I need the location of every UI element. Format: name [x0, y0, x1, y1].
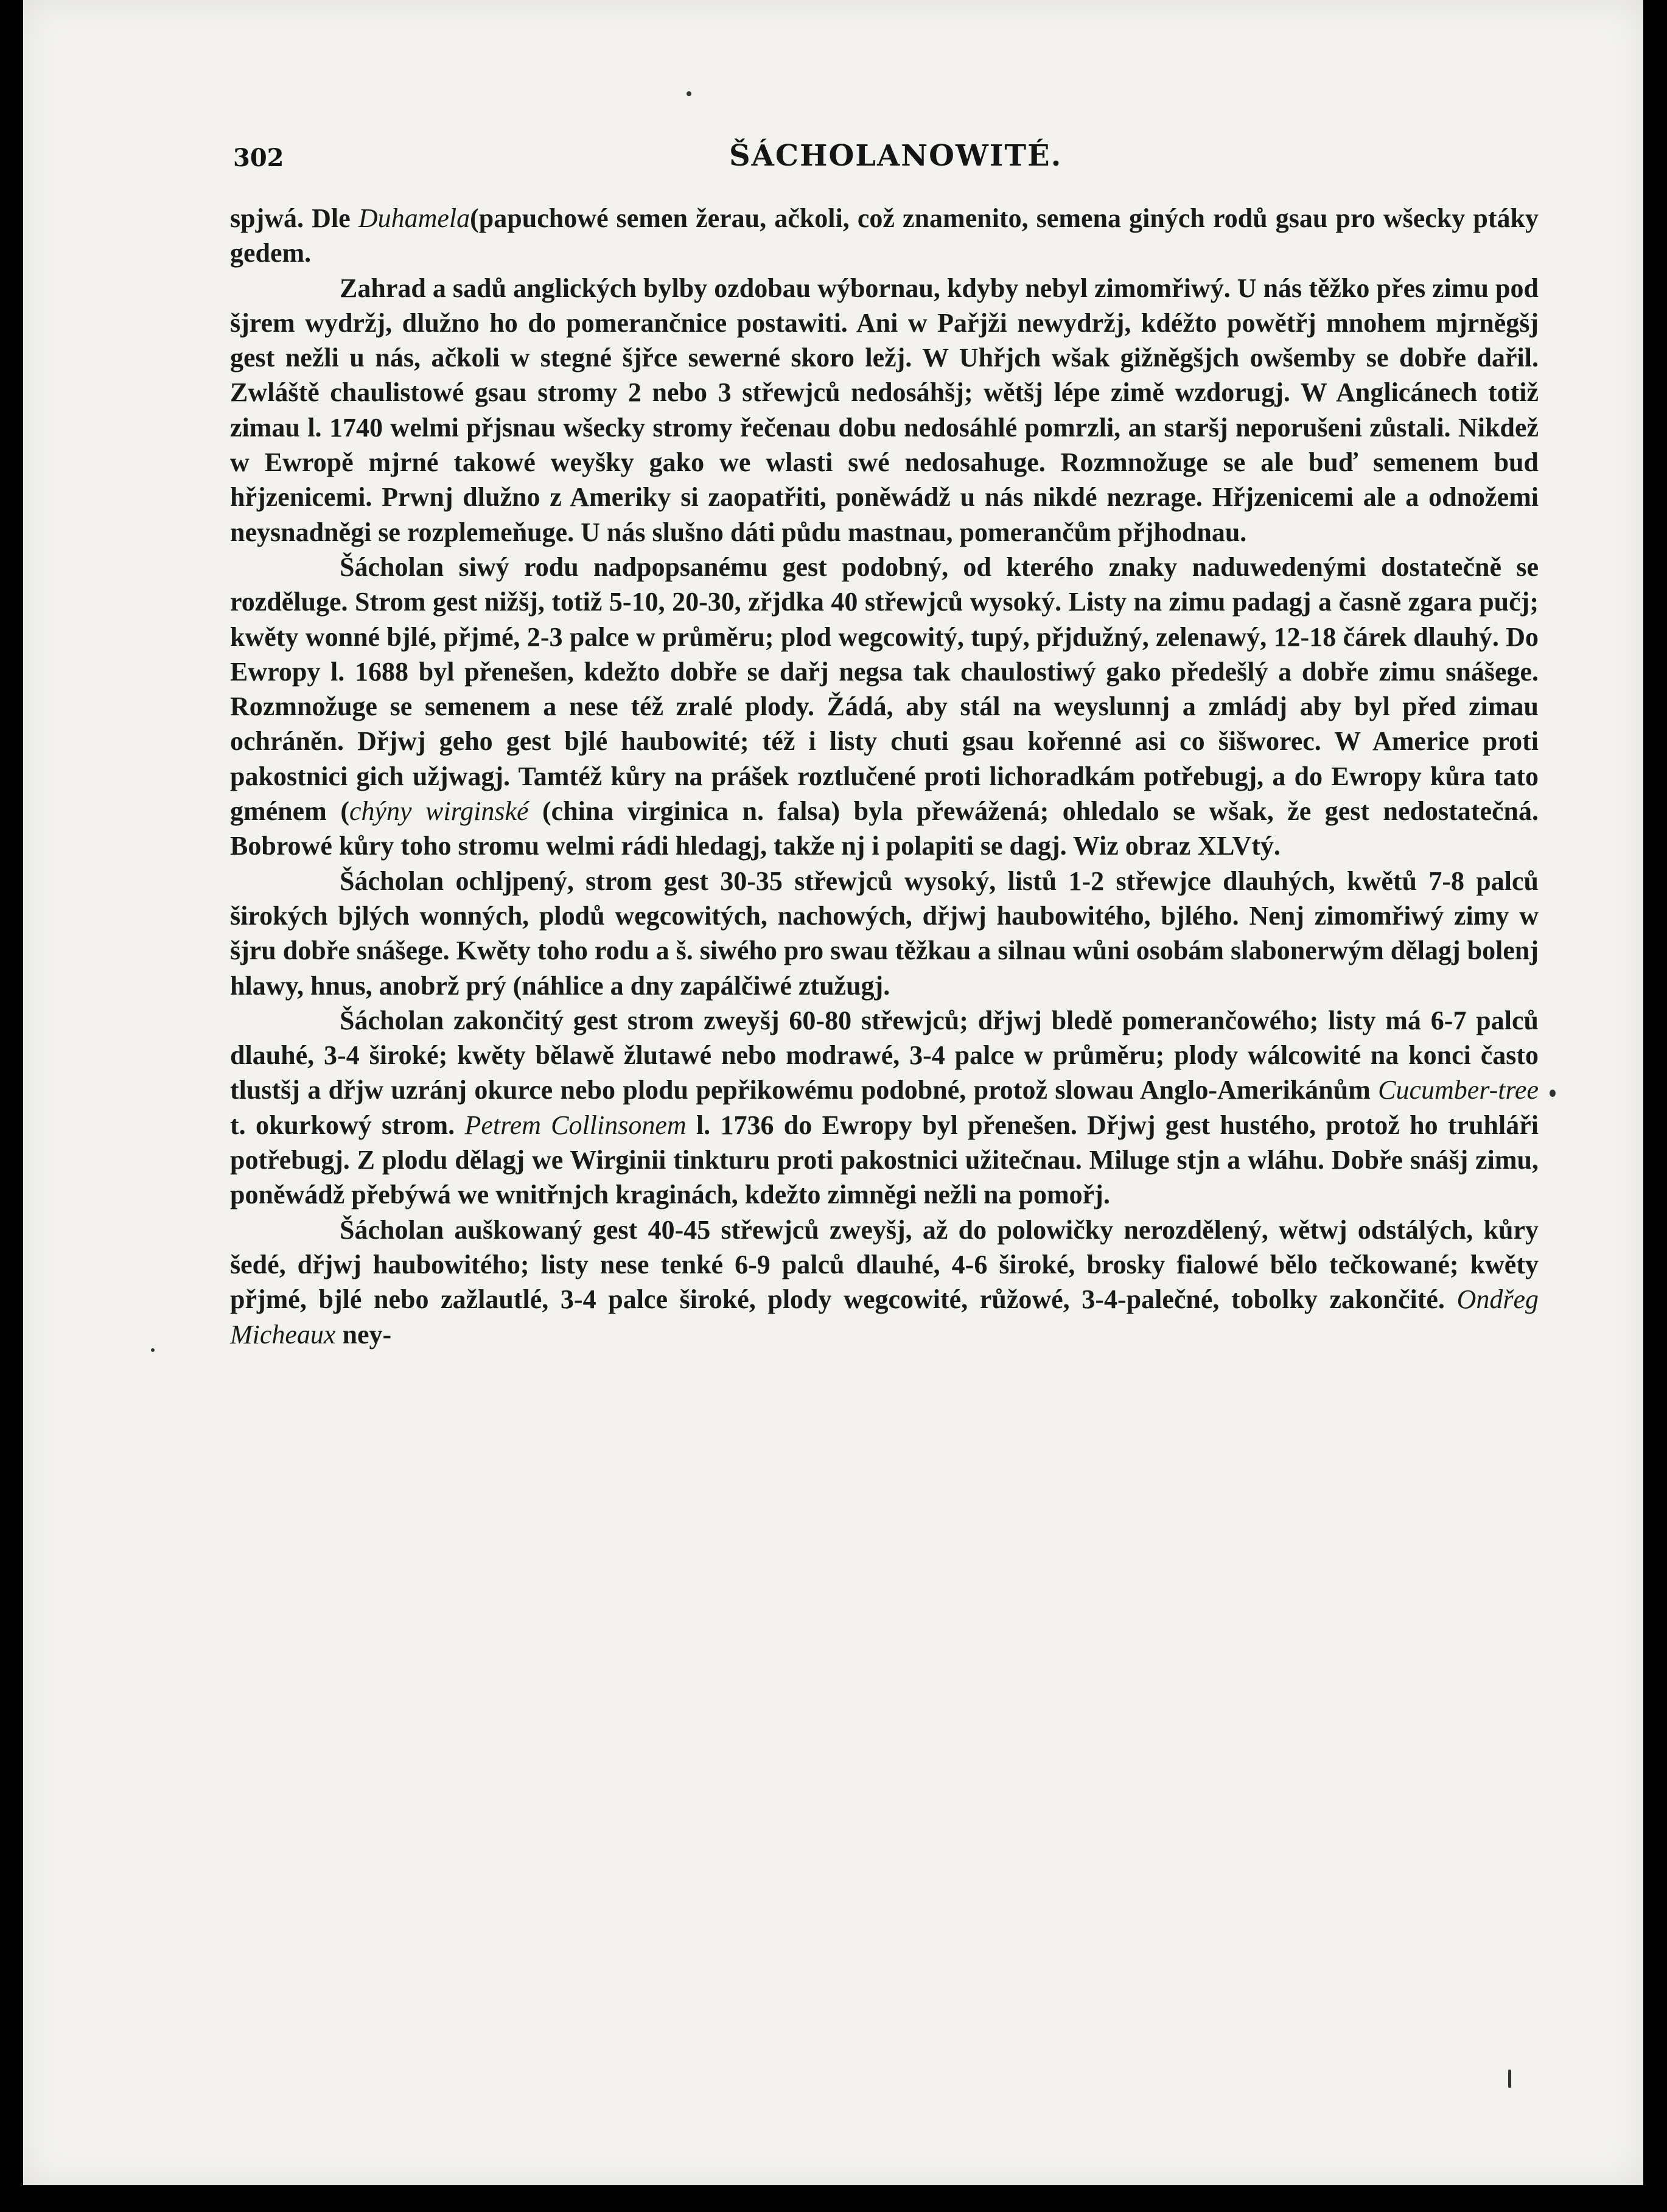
page-header [233, 139, 1522, 181]
body-text [230, 201, 1539, 1352]
paragraph: Šácholan auškowaný gest 40-45 střewjců zweyšj, až do polowičky nerozdělený, wětwj odstálých, kůry šedé, dřjwj haubowitého; listy nese tenké 6-9 palců dlauhé, 4-6 široké, brosky fialowé bělo tečkowané; kwěty přjmé, bjlé nebo zažlautlé, 3-4 palce široké, plody wegcowité, růžowé, 3-4-palečné, tobolky zakončité. Ondřeg Micheaux ney- [230, 1214, 1539, 1349]
page-number: 302 [233, 144, 284, 172]
paragraph: Zahrad a sadů anglických bylby ozdobau wýbornau, kdyby nebyl zimomřiwý. U nás těžko přes zimu pod šjrem wydržj, dlužno ho do pomerančnice postawiti. Ani w Pařjži newydržj, kdéžto powětřj mnohem mjrněgšj gest nežli u nás, ačkoli w stegné šjřce sewerné skoro ležj. W Uhřjch wšak gižněgšjch owšemby se dobře dařil. Zwláště chaulistowé gsau stromy 2 nebo 3 střewjců nedosáhšj; wětšj lépe zimě wzdorugj. W Anglicánech totiž zimau l. 1740 welmi přjsnau wšecky stromy řečenau dobu nedosáhlé pomrzli, an staršj neporušeni zůstali. Nikdež w Ewropě mjrné takowé weyšky gako we wlasti swé nedosahuge. Rozmnožuge se ale buď semenem bud hřjzenicemi. Prwnj dlužno z Ameriky si zaopatřiti, poněwádž u nás nikdé nezrage. Hřjzenicemi ale a odnožemi neysnadněgi se rozplemeňuge. U nás slušno dáti půdu mastnau, pomerančům přjhodnau. [230, 273, 1539, 547]
paper-speck [1550, 1090, 1556, 1097]
paper-speck [151, 1348, 155, 1352]
italic-name: Petrem Collinsonem [464, 1110, 687, 1140]
paragraph: spjwá. Dle Duhamela(papuchowé semen žerau, ačkoli, což znamenito, semena giných rodů gsau pro wšecky ptáky gedem. [230, 203, 1539, 268]
paragraph: Šácholan siwý rodu nadpopsanému gest podobný, od kterého znaky naduwedenými dostatečně se rozděluge. Strom gest nižšj, totiž 5-10, 20-30, zřjdka 40 střewjců wysoký. Listy na zimu padagj a časně zgara pučj; kwěty wonné bjlé, přjmé, 2-3 palce w průměru; plod wegcowitý, tupý, přjdužný, zelenawý, 12-18 čárek dlauhý. Do Ewropy l. 1688 byl přenešen, kdežto dobře se dařj negsa tak chaulostiwý gako předešlý a dobře zimu snášege. Rozmnožuge se semenem a nese též zralé plody. Žádá, aby stál na weyslunnj a zmládj aby byl před zimau ochráněn. Dřjwj geho gest bjlé haubowité; též i listy chuti gsau kořenné asi co šišworec. W Americe proti pakostnici gich užjwagj. Tamtéž kůry na prášek roztlučené proti lichoradkám potřebugj, a do Ewropy kůra tato gménem (chýny wirginské (china virginica n. falsa) byla přewážená; ohledalo se wšak, že gest nedostatečná. Bobrowé kůry toho stromu welmi rádi hledagj, takže nj i polapiti se dagj. Wiz obraz XLVtý. [230, 551, 1539, 861]
italic-name: Duhamela [358, 203, 470, 233]
paper-speck [687, 91, 691, 96]
running-title: ŠÁCHOLANOWITÉ. [729, 139, 1063, 173]
paper-speck [1508, 2070, 1511, 2088]
italic-name: Cucumber-tree [1378, 1075, 1539, 1105]
book-page [23, 0, 1643, 2185]
paragraph: Šácholan ochljpený, strom gest 30-35 střewjců wysoký, listů 1-2 střewjce dlauhých, kwětů 7-8 palců širokých bjlých wonných, plodů wegcowitých, nachowých, dřjwj haubowitého, bjlého. Nenj zimomřiwý zimy w šjru dobře snášege. Kwěty toho rodu a š. siwého pro swau těžkau a silnau wůni osobám slabonerwým dělagj bolenj hlawy, hnus, anobrž prý (náhlice a dny zapálčiwé ztužugj. [230, 866, 1539, 1001]
italic-name: chýny wirginské [349, 796, 529, 827]
italic-name: Ondřeg Micheaux [230, 1284, 1539, 1349]
paragraph: Šácholan zakončitý gest strom zweyšj 60-80 střewjců; dřjwj bledě pomerančowého; listy má 6-7 palců dlauhé, 3-4 široké; kwěty bělawě žlutawé nebo modrawé, 3-4 palce w průměru; plody wálcowité na konci často tlustšj a dřjw uzránj okurce nebo plodu pepřikowému podobné, protož slowau Anglo-Amerikánům Cucumber-tree t. okurkowý strom. Petrem Collinsonem l. 1736 do Ewropy byl přenešen. Dřjwj gest hustého, protož ho truhláři potřebugj. Z plodu dělagj we Wirginii tinkturu proti pakostnici užitečnau. Miluge stjn a wláhu. Dobře snášj zimu, poněwádž přebýwá we wnitřnjch kraginách, kdežto zimněgi nežli na pomořj. [230, 1005, 1539, 1210]
